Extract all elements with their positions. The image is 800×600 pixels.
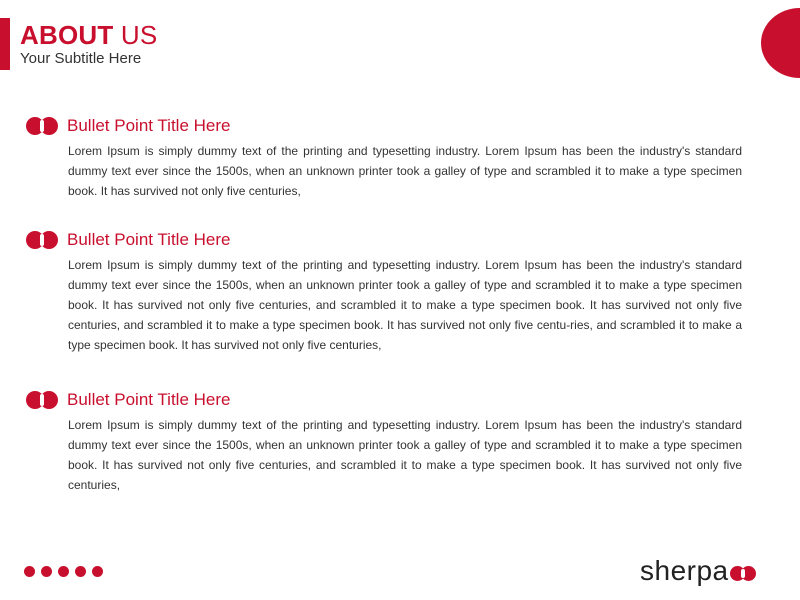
bullet-point-2 <box>26 229 746 355</box>
page-title <box>20 20 157 50</box>
bullet-title: Bullet Point Title Here <box>67 230 231 249</box>
logo-text: sherpa <box>640 555 729 586</box>
sherpa-logo <box>640 556 756 586</box>
bullet-head <box>26 115 746 137</box>
double-circle-icon <box>26 230 58 250</box>
bullet-title: Bullet Point Title Here <box>67 390 231 409</box>
page-subtitle: Your Subtitle Here <box>20 50 142 67</box>
dot-icon <box>92 566 103 577</box>
dot-icon <box>75 566 86 577</box>
dot-icon <box>58 566 69 577</box>
dot-icon <box>24 566 35 577</box>
corner-circle-decoration <box>761 8 800 78</box>
dot-icon <box>41 566 52 577</box>
title-strong: ABOUT <box>20 20 114 50</box>
title-light: US <box>120 20 158 50</box>
bullet-head <box>26 389 746 411</box>
bullet-body: Lorem Ipsum is simply dummy text of the printing and typesetting industry. Lorem Ipsum has been the industry's standard dummy text ever since the 1500s, when an unknown printer took a galley of type and scrambled it to make a type specimen book. It has survived not only five centuries, and scrambled it to make a type specimen book. It has survived not only five centuries, and scrambled it to make a type specimen book. It has survived not only five centu-ries, and scrambled it to make a type specimen book. It has survived not only five centuries, <box>68 258 742 352</box>
pager-dots <box>24 566 103 577</box>
bullet-title: Bullet Point Title Here <box>67 116 231 135</box>
bullet-head <box>26 229 746 251</box>
bullet-body: Lorem Ipsum is simply dummy text of the printing and typesetting industry. Lorem Ipsum has been the industry's standard dummy text ever since the 1500s, when an unknown printer took a galley of type and scrambled it to make a type specimen book. It has survived not only five centuries, and scrambled it to make a type specimen book. It has survived not only five centuries, <box>68 418 742 492</box>
bullet-body: Lorem Ipsum is simply dummy text of the printing and typesetting industry. Lorem Ipsum has been the industry's standard dummy text ever since the 1500s, when an unknown printer took a galley of type and scrambled it to make a type specimen book. It has survived not only five centuries, <box>68 144 742 198</box>
bullet-point-3 <box>26 389 746 495</box>
logo-double-circle-icon <box>730 566 756 582</box>
double-circle-icon <box>26 116 58 136</box>
double-circle-icon <box>26 390 58 410</box>
bullet-point-1 <box>26 115 746 201</box>
title-accent-bar <box>0 18 10 70</box>
